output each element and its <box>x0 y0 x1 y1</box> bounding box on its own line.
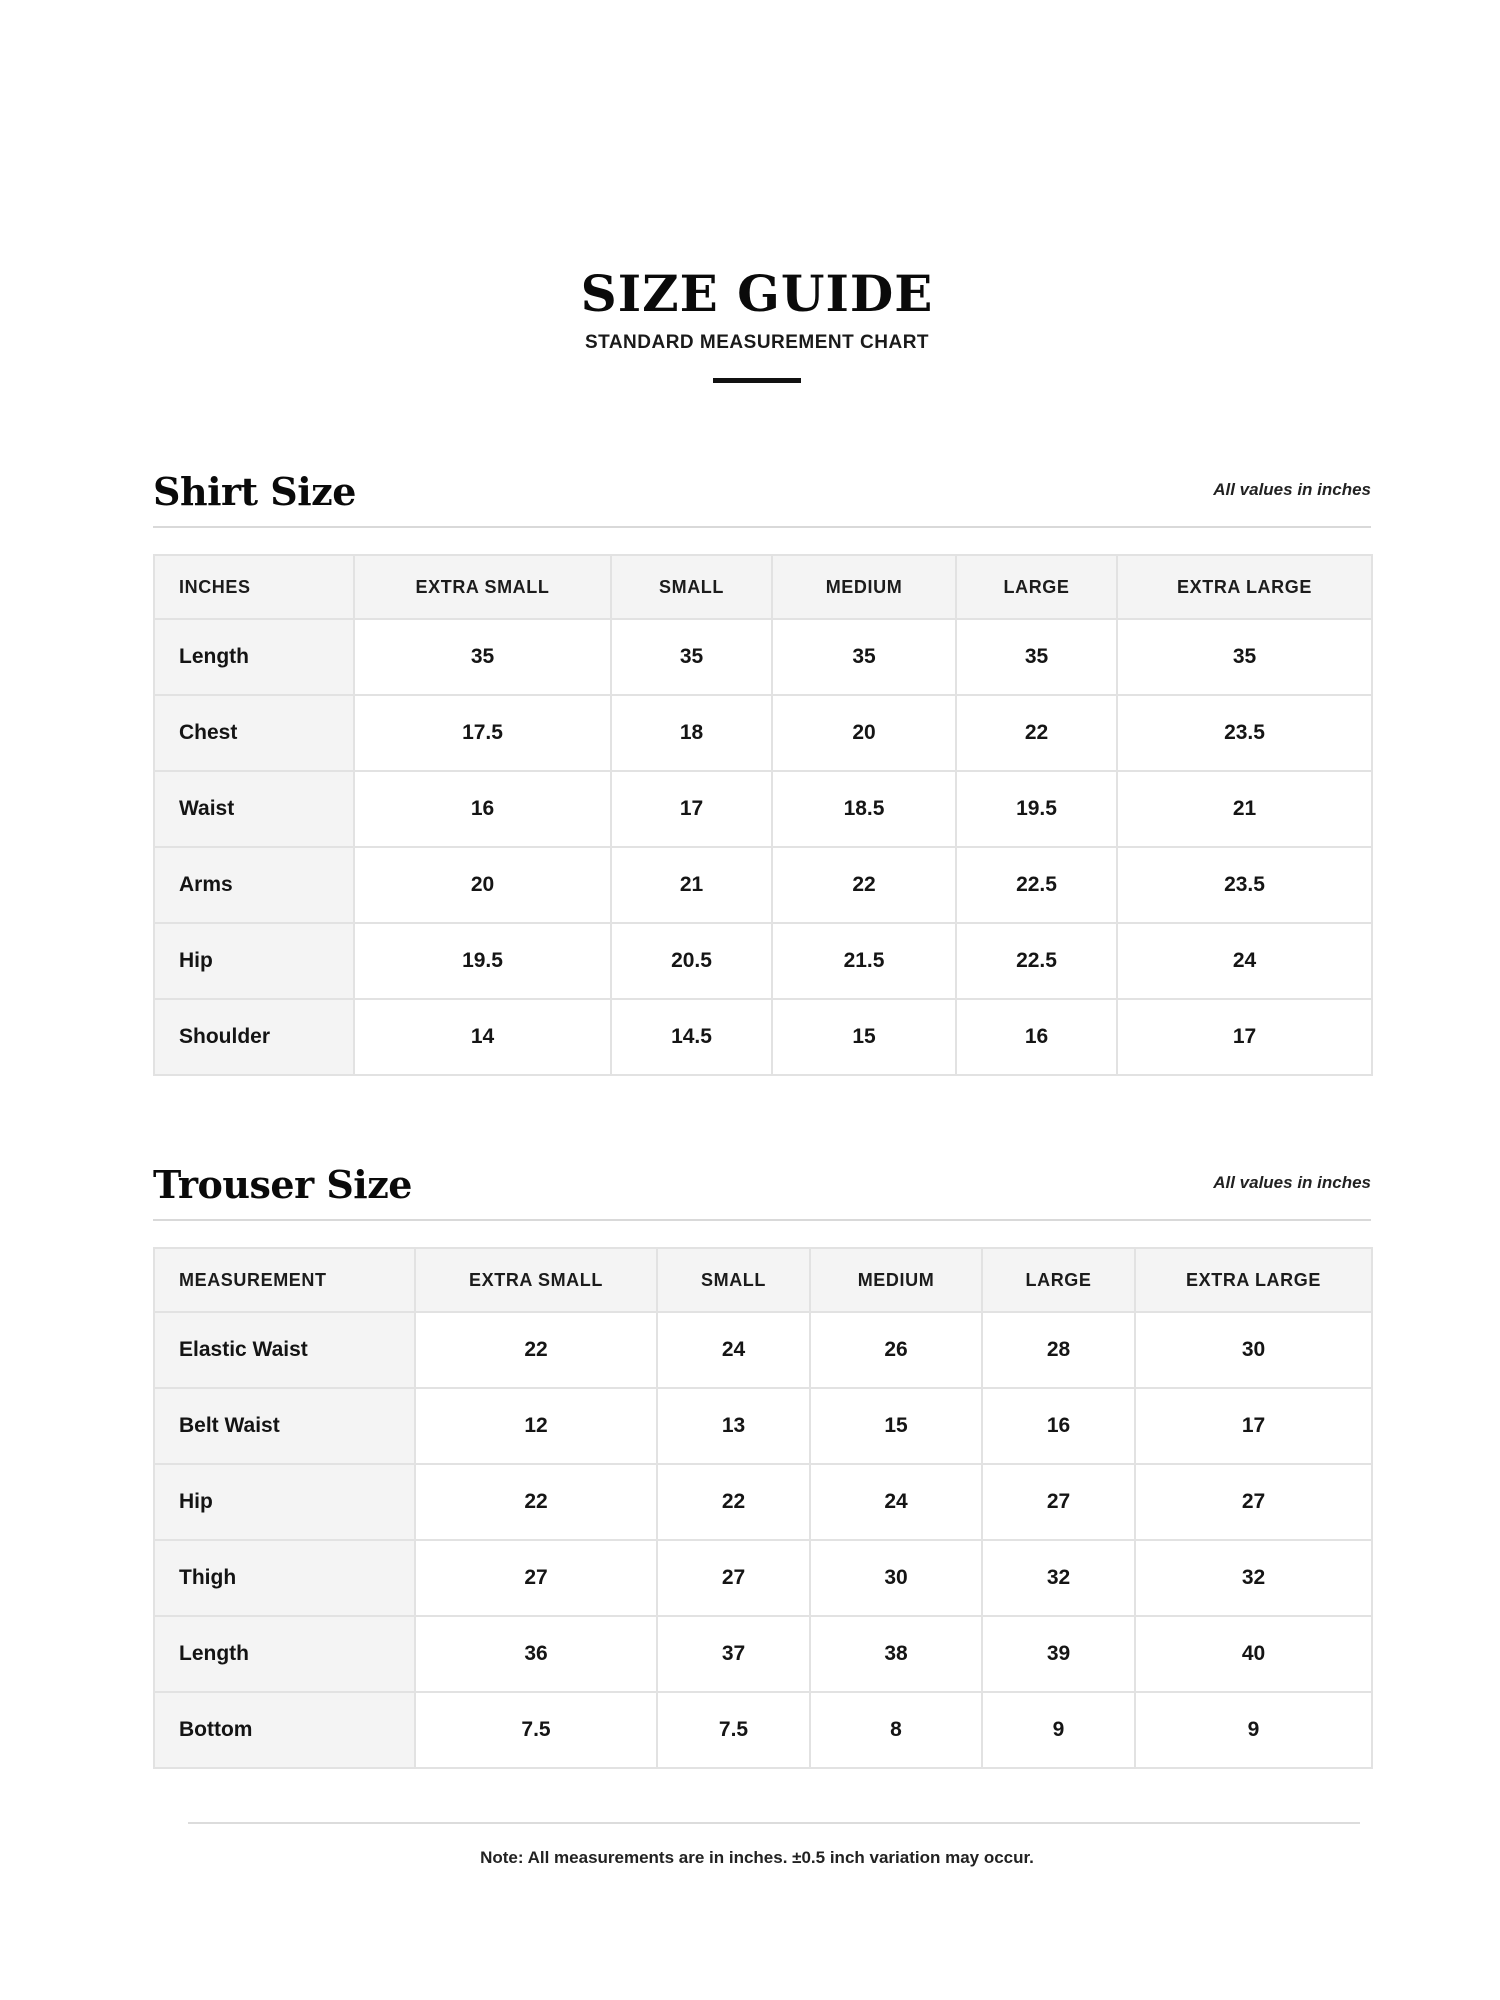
table-row <box>154 695 1372 771</box>
table-row <box>154 1312 1372 1388</box>
trouser-size-table <box>153 1247 1373 1769</box>
table-cell: 22 <box>956 695 1117 771</box>
shirt-section-header <box>153 470 1371 528</box>
column-header: SMALL <box>611 555 772 619</box>
table-cell: 16 <box>982 1388 1135 1464</box>
table-cell: 17 <box>1135 1388 1372 1464</box>
table-cell: 17 <box>1117 999 1372 1075</box>
table-row <box>154 1464 1372 1540</box>
title-divider <box>713 378 801 383</box>
table-cell: 7.5 <box>657 1692 810 1768</box>
table-row <box>154 1540 1372 1616</box>
table-cell: 23.5 <box>1117 847 1372 923</box>
row-label: Arms <box>154 847 354 923</box>
table-cell: 9 <box>982 1692 1135 1768</box>
table-row <box>154 771 1372 847</box>
column-header: LARGE <box>956 555 1117 619</box>
table-cell: 36 <box>415 1616 657 1692</box>
shirt-units-note: All values in inches <box>1213 480 1371 499</box>
table-row <box>154 847 1372 923</box>
page-title: SIZE GUIDE <box>580 264 934 323</box>
table-cell: 19.5 <box>956 771 1117 847</box>
table-cell: 38 <box>810 1616 982 1692</box>
shirt-size-table <box>153 554 1373 1076</box>
table-cell: 15 <box>772 999 956 1075</box>
table-cell: 12 <box>415 1388 657 1464</box>
table-cell: 35 <box>772 619 956 695</box>
column-header: EXTRA SMALL <box>354 555 611 619</box>
table-cell: 24 <box>810 1464 982 1540</box>
table-cell: 24 <box>657 1312 810 1388</box>
column-header: MEDIUM <box>810 1248 982 1312</box>
shirt-size-section <box>153 470 1371 1076</box>
table-cell: 8 <box>810 1692 982 1768</box>
table-row <box>154 1388 1372 1464</box>
table-cell: 30 <box>810 1540 982 1616</box>
table-cell: 17 <box>611 771 772 847</box>
column-header: MEASUREMENT <box>154 1248 415 1312</box>
table-cell: 20.5 <box>611 923 772 999</box>
table-cell: 16 <box>956 999 1117 1075</box>
table-cell: 14.5 <box>611 999 772 1075</box>
table-cell: 22 <box>415 1312 657 1388</box>
row-label: Thigh <box>154 1540 415 1616</box>
table-cell: 27 <box>415 1540 657 1616</box>
table-cell: 39 <box>982 1616 1135 1692</box>
table-cell: 32 <box>1135 1540 1372 1616</box>
table-cell: 26 <box>810 1312 982 1388</box>
table-row <box>154 1692 1372 1768</box>
row-label: Belt Waist <box>154 1388 415 1464</box>
table-cell: 30 <box>1135 1312 1372 1388</box>
column-header: EXTRA LARGE <box>1117 555 1372 619</box>
table-cell: 18.5 <box>772 771 956 847</box>
table-cell: 24 <box>1117 923 1372 999</box>
table-cell: 28 <box>982 1312 1135 1388</box>
table-cell: 35 <box>611 619 772 695</box>
table-cell: 22 <box>415 1464 657 1540</box>
trouser-size-section <box>153 1163 1371 1769</box>
row-label: Length <box>154 619 354 695</box>
row-label: Shoulder <box>154 999 354 1075</box>
table-cell: 37 <box>657 1616 810 1692</box>
table-cell: 16 <box>354 771 611 847</box>
row-label: Length <box>154 1616 415 1692</box>
table-cell: 32 <box>982 1540 1135 1616</box>
column-header: EXTRA LARGE <box>1135 1248 1372 1312</box>
table-header-row <box>154 1248 1372 1312</box>
table-cell: 9 <box>1135 1692 1372 1768</box>
table-cell: 18 <box>611 695 772 771</box>
column-header: LARGE <box>982 1248 1135 1312</box>
row-label: Waist <box>154 771 354 847</box>
table-cell: 23.5 <box>1117 695 1372 771</box>
column-header: EXTRA SMALL <box>415 1248 657 1312</box>
table-header-row <box>154 555 1372 619</box>
table-cell: 20 <box>354 847 611 923</box>
table-cell: 27 <box>1135 1464 1372 1540</box>
row-label: Bottom <box>154 1692 415 1768</box>
table-cell: 35 <box>956 619 1117 695</box>
table-cell: 22.5 <box>956 847 1117 923</box>
table-cell: 22 <box>772 847 956 923</box>
table-cell: 21 <box>611 847 772 923</box>
table-cell: 21.5 <box>772 923 956 999</box>
shirt-section-title: Shirt Size <box>153 469 356 514</box>
table-row <box>154 923 1372 999</box>
column-header: MEDIUM <box>772 555 956 619</box>
trouser-units-note: All values in inches <box>1213 1173 1371 1192</box>
table-cell: 40 <box>1135 1616 1372 1692</box>
table-cell: 21 <box>1117 771 1372 847</box>
trouser-section-title: Trouser Size <box>153 1162 412 1207</box>
table-cell: 19.5 <box>354 923 611 999</box>
table-cell: 7.5 <box>415 1692 657 1768</box>
table-cell: 20 <box>772 695 956 771</box>
table-cell: 13 <box>657 1388 810 1464</box>
page-header <box>0 262 1500 383</box>
page-subtitle: STANDARD MEASUREMENT CHART <box>584 332 930 353</box>
table-cell: 22.5 <box>956 923 1117 999</box>
table-row <box>154 999 1372 1075</box>
table-row <box>154 1616 1372 1692</box>
table-cell: 27 <box>657 1540 810 1616</box>
table-cell: 27 <box>982 1464 1135 1540</box>
table-cell: 14 <box>354 999 611 1075</box>
column-header: INCHES <box>154 555 354 619</box>
table-cell: 17.5 <box>354 695 611 771</box>
table-cell: 15 <box>810 1388 982 1464</box>
footer-note: Note: All measurements are in inches. ±0.5 inch variation may occur. <box>480 1848 1034 1867</box>
table-row <box>154 619 1372 695</box>
table-cell: 35 <box>1117 619 1372 695</box>
trouser-section-header <box>153 1163 1371 1221</box>
column-header: SMALL <box>657 1248 810 1312</box>
row-label: Elastic Waist <box>154 1312 415 1388</box>
table-cell: 35 <box>354 619 611 695</box>
row-label: Hip <box>154 923 354 999</box>
row-label: Chest <box>154 695 354 771</box>
table-cell: 22 <box>657 1464 810 1540</box>
footer-divider <box>188 1822 1360 1824</box>
row-label: Hip <box>154 1464 415 1540</box>
